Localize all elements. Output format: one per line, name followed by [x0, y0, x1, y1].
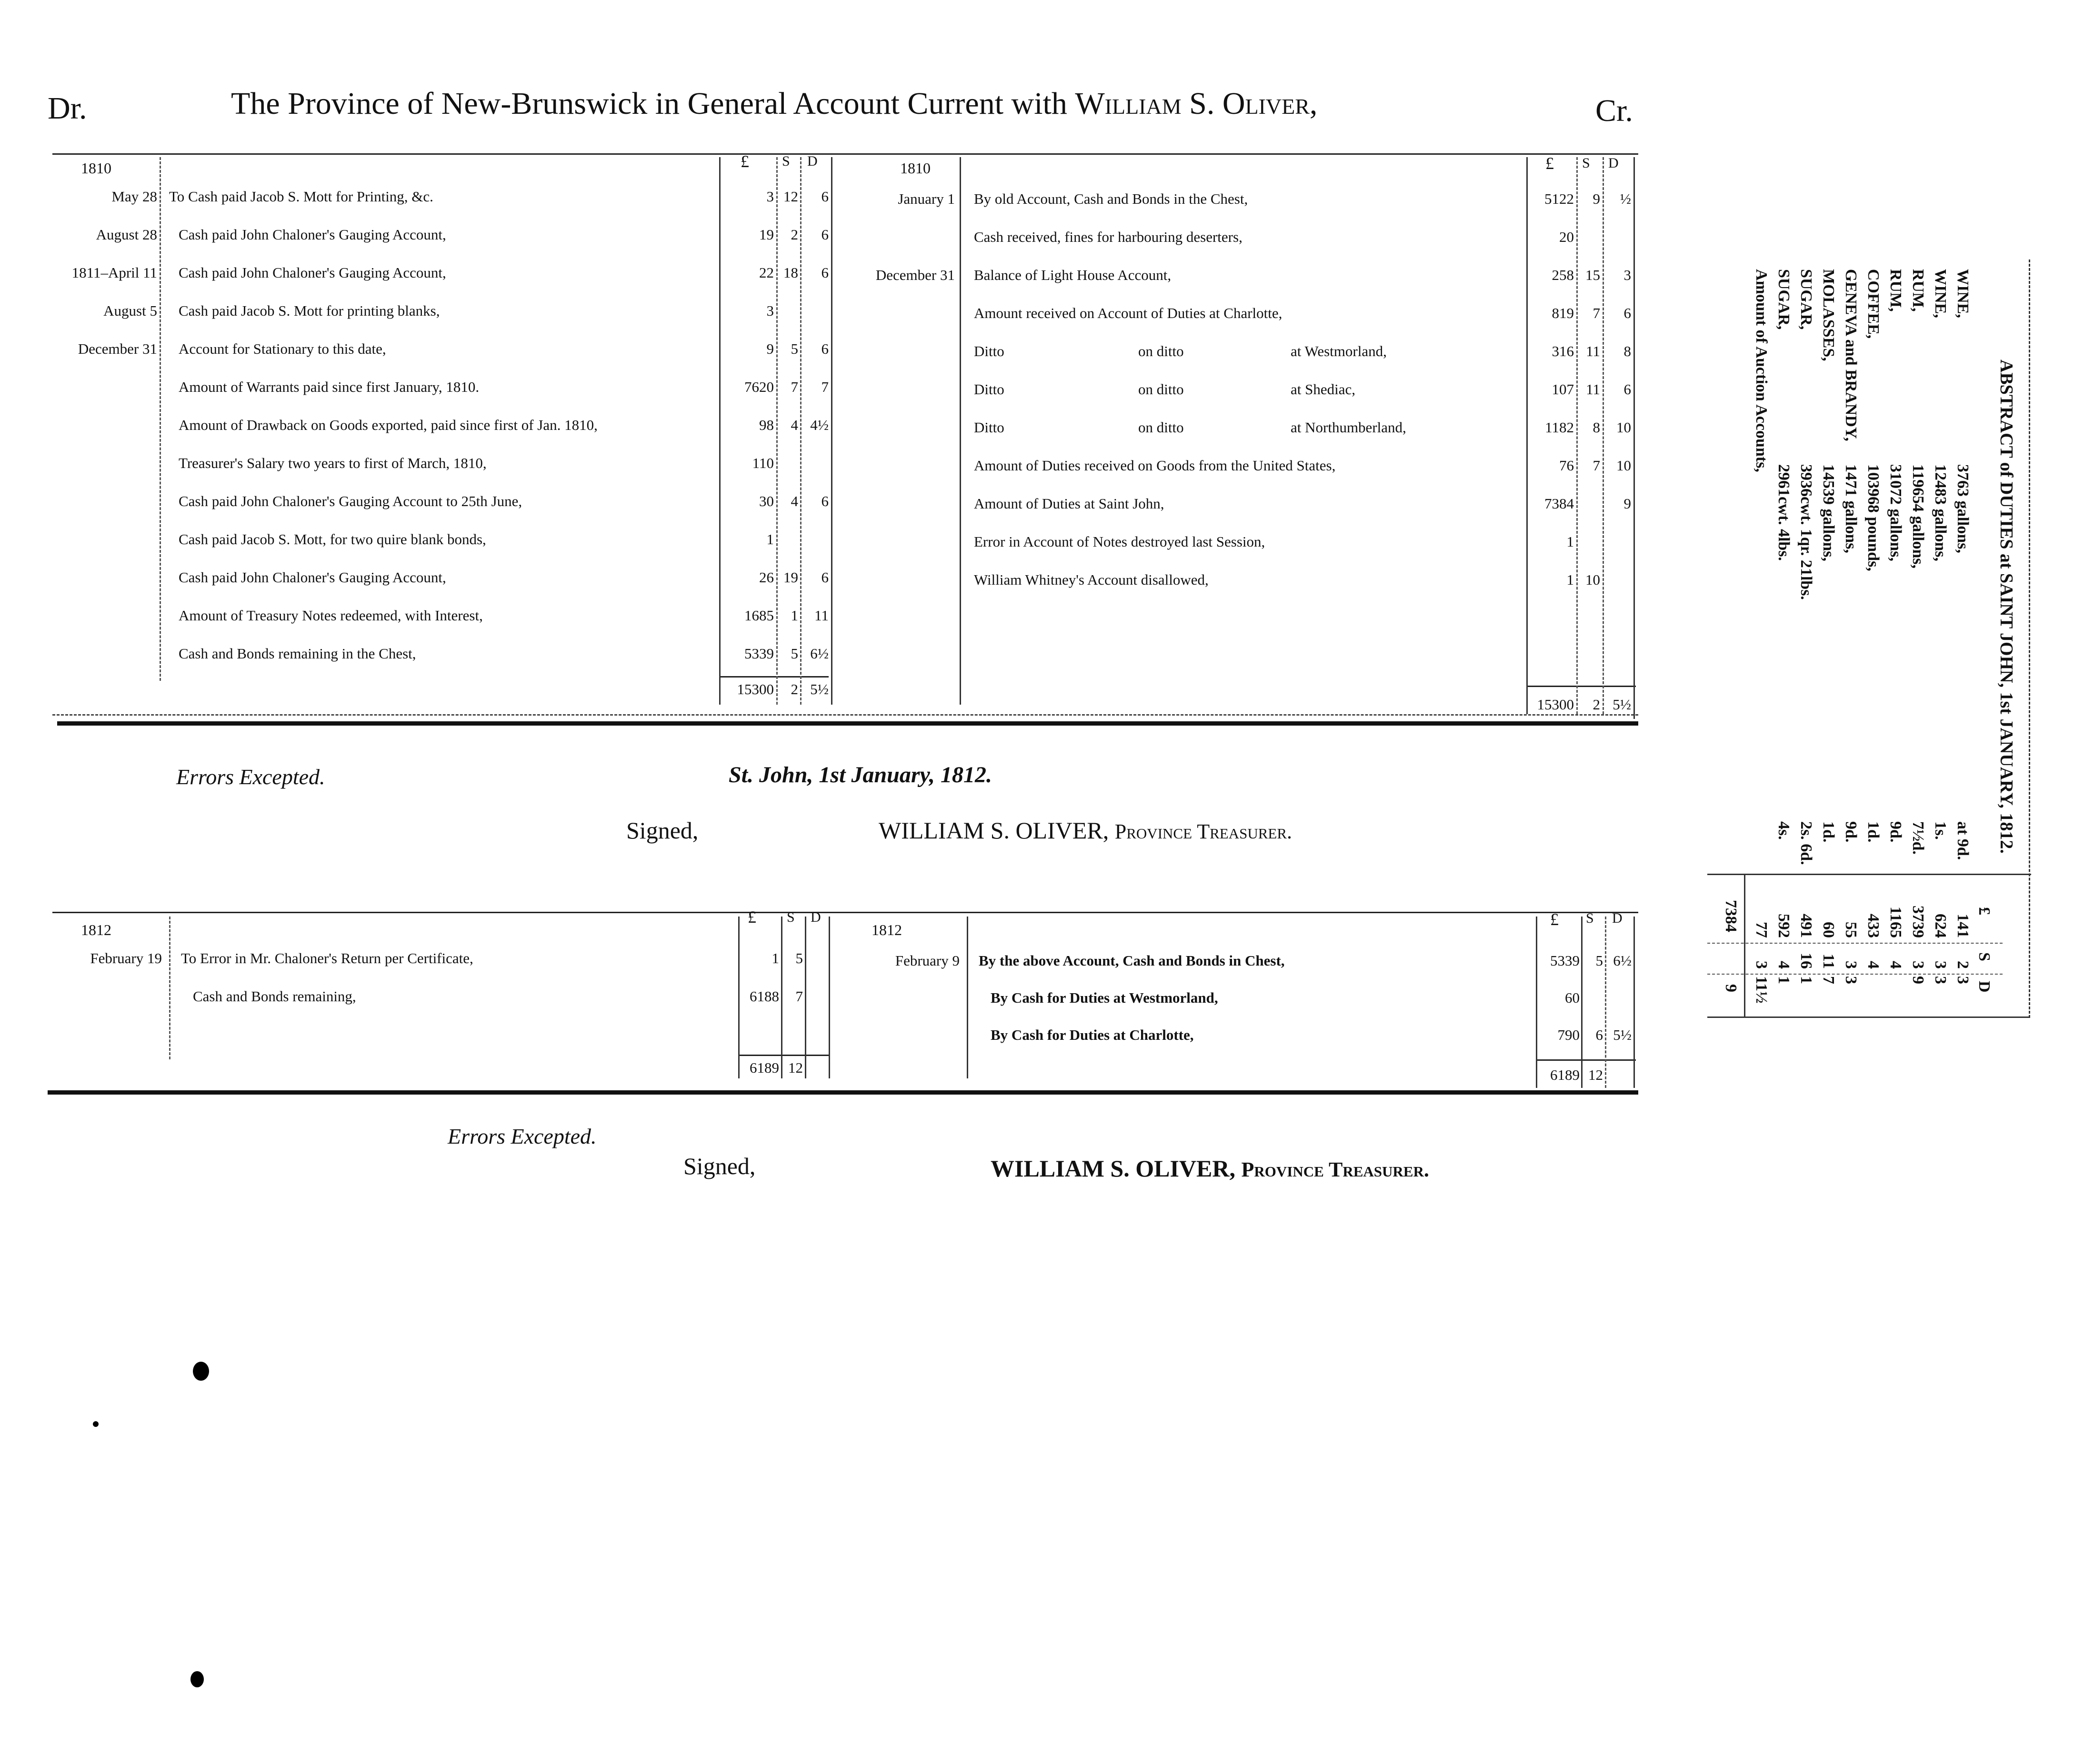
- credit-shillings: 9: [1593, 190, 1600, 207]
- abstract-rate: at 9d.: [1954, 821, 1972, 860]
- abstract-quantity: 12483 gallons,: [1932, 464, 1949, 562]
- debit-pounds: 3: [766, 188, 774, 205]
- credit-pounds: 107: [1552, 381, 1574, 398]
- abstract-item: WINE,: [1954, 269, 1972, 318]
- debit-pence: 6: [821, 340, 829, 357]
- credit-pence: ½: [1620, 190, 1631, 207]
- credit-pence: 10: [1616, 419, 1631, 436]
- debit-pence: 6: [821, 226, 829, 243]
- abstract-pence: 3: [1954, 976, 1972, 984]
- credit-date-divider: [960, 157, 961, 705]
- abstract-head-pence: D: [1975, 981, 1993, 993]
- abstract-head-shillings: S: [1975, 952, 1993, 961]
- credit-total-shillings: 2: [1593, 696, 1600, 713]
- debit-shillings: 7: [791, 379, 798, 395]
- a2-credit-pounds: 60: [1565, 989, 1580, 1006]
- debit-description: Amount of Treasury Notes redeemed, with Interest,: [179, 607, 483, 624]
- abstract-shillings: 4: [1887, 961, 1904, 969]
- abstract-pence: 3: [1842, 976, 1860, 984]
- title-name: William S. Oliver,: [1075, 86, 1318, 121]
- debit-total-rule: [719, 676, 829, 678]
- credit-pounds: 76: [1559, 457, 1574, 474]
- credit-pounds-head: £: [1545, 154, 1554, 173]
- a2-debit-pence-head: D: [811, 909, 821, 925]
- debit-pounds: 1: [766, 531, 774, 548]
- credit-pence: 6: [1623, 305, 1631, 321]
- right-border: [1633, 157, 1635, 719]
- abstract-rate: 1d.: [1864, 821, 1882, 843]
- a2-credit-total-pounds: 6189: [1550, 1066, 1580, 1083]
- abstract-pounds: 3739: [1909, 906, 1927, 938]
- a2-credit-total-shillings: 12: [1588, 1066, 1603, 1083]
- abstract-quantity: 119654 gallons,: [1909, 464, 1927, 569]
- a2-credit-shillings: 5: [1595, 952, 1603, 969]
- debit-shillings: 12: [783, 188, 798, 205]
- abstract-pence: 11½: [1753, 976, 1770, 1004]
- a2-credit-sd-divider: [1605, 917, 1606, 1088]
- credit-shillings: 11: [1586, 381, 1600, 398]
- a2-credit-pounds: 790: [1557, 1027, 1580, 1043]
- credit-total-pence: 5½: [1613, 696, 1631, 713]
- a2-debit-description: Cash and Bonds remaining,: [193, 988, 356, 1005]
- debit-pounds: 98: [759, 417, 774, 433]
- credit-pounds: 20: [1559, 229, 1574, 245]
- credit-description-mid: on ditto: [1138, 419, 1184, 436]
- debit-description: Cash paid John Chaloner's Gauging Account,: [179, 226, 446, 243]
- a2-credit-pence: 5½: [1613, 1027, 1632, 1043]
- errors-excepted-1: Errors Excepted.: [176, 765, 325, 789]
- abstract-shillings: 3: [1932, 961, 1949, 969]
- debit-pence-head: D: [807, 153, 818, 169]
- debit-description: Treasurer's Salary two years to first of March, 1810,: [179, 455, 487, 471]
- page-title: [231, 86, 1317, 122]
- treasurer-signature-1: [879, 817, 1292, 844]
- abstract-pounds: 491: [1797, 914, 1815, 938]
- abstract-quantity: 1471 gallons,: [1842, 464, 1860, 554]
- abstract-pence: 3: [1932, 976, 1949, 984]
- abstract-item: SUGAR,: [1775, 269, 1793, 330]
- a2-credit-date: February 9: [895, 952, 960, 969]
- debit-pounds: 22: [759, 264, 774, 281]
- credit-shillings: 15: [1585, 267, 1600, 283]
- abstract-quantity: 3763 gallons,: [1954, 464, 1972, 554]
- abstract-rate: 7½d.: [1909, 821, 1927, 855]
- abstract-title: ABSTRACT of DUTIES at SAINT JOHN, 1st JANUARY, 1812.: [1996, 359, 2016, 854]
- credit-pounds: 1: [1566, 571, 1574, 588]
- credit-description: Ditto: [974, 343, 1004, 359]
- credit-pounds: 819: [1552, 305, 1574, 321]
- debit-date: May 28: [111, 188, 157, 205]
- abstract-pounds: 141: [1954, 914, 1972, 938]
- credit-total-pounds: 15300: [1537, 696, 1574, 713]
- credit-total-rule: [1526, 686, 1636, 687]
- debit-pence: 6: [821, 188, 829, 205]
- signature-name-1: WILLIAM S. OLIVER,: [879, 817, 1109, 844]
- a2-credit-description: By the above Account, Cash and Bonds in Chest,: [979, 952, 1285, 969]
- debit-description: Amount of Warrants paid since first January, 1810.: [179, 379, 480, 395]
- a2-debit-pounds: 1: [771, 950, 779, 967]
- abstract-rate: 4s.: [1775, 821, 1793, 840]
- credit-pounds: 1182: [1545, 419, 1574, 436]
- credit-pence: 8: [1623, 343, 1631, 359]
- credit-shillings: 8: [1593, 419, 1600, 436]
- abstract-rate: 9d.: [1887, 821, 1904, 843]
- debit-shillings: 5: [791, 340, 798, 357]
- bottom-dash-rule: [52, 714, 1638, 716]
- a2-debit-year: 1812: [81, 921, 111, 938]
- a2-debit-total-shillings: 12: [788, 1059, 803, 1076]
- abstract-pence: 1: [1797, 976, 1815, 984]
- abstract-of-duties: [1707, 259, 2031, 1017]
- a2-debit-shillings: 7: [795, 988, 803, 1005]
- debit-marker: Dr.: [48, 91, 87, 126]
- credit-pence: 6: [1623, 381, 1631, 398]
- credit-description: Cash received, fines for harbouring deserters,: [974, 229, 1242, 245]
- debit-total-pounds: 15300: [737, 681, 774, 698]
- a2-debit-shillings: 5: [795, 950, 803, 967]
- abstract-item: SUGAR,: [1797, 269, 1815, 330]
- a2-credit-ls-divider: [1581, 917, 1583, 1088]
- credit-description: Amount of Duties at Saint John,: [974, 495, 1164, 512]
- debit-shillings: 1: [791, 607, 798, 624]
- a2-top-rule: [52, 912, 1638, 913]
- a2-right-border: [1633, 917, 1635, 1088]
- credit-year: 1810: [900, 159, 931, 177]
- debit-pence: 11: [814, 607, 829, 624]
- abstract-pounds: 433: [1864, 914, 1882, 938]
- a2-debit-description: To Error in Mr. Chaloner's Return per Certificate,: [181, 950, 473, 967]
- a2-credit-pence-head: D: [1612, 910, 1623, 926]
- credit-place: at Westmorland,: [1291, 343, 1387, 359]
- abstract-pounds: 55: [1842, 922, 1860, 938]
- credit-place: at Shediac,: [1291, 381, 1356, 398]
- debit-pounds: 3: [766, 302, 774, 319]
- abstract-item: GENEVA and BRANDY,: [1842, 269, 1860, 441]
- abstract-pounds: 60: [1820, 922, 1837, 938]
- abstract-item: Amount of Auction Accounts,: [1753, 269, 1770, 472]
- credit-pounds: 5122: [1544, 190, 1574, 207]
- credit-pounds: 316: [1552, 343, 1574, 359]
- abstract-pounds: 592: [1775, 914, 1793, 938]
- ink-blot: [193, 1362, 209, 1381]
- debit-date-divider: [160, 157, 161, 681]
- signature-role-2: Province Treasurer.: [1241, 1158, 1429, 1181]
- abstract-shillings: 2: [1954, 961, 1972, 969]
- abstract-item: WINE,: [1932, 269, 1949, 318]
- a2-credit-year: 1812: [872, 921, 902, 938]
- place-date: St. John, 1st January, 1812.: [729, 762, 992, 787]
- debit-date: December 31: [78, 340, 157, 357]
- debit-description: To Cash paid Jacob S. Mott for Printing, &c.: [169, 188, 433, 205]
- debit-money-right: [831, 157, 832, 705]
- signed-label-2: Signed,: [683, 1153, 756, 1179]
- credit-shillings: 11: [1586, 343, 1600, 359]
- signed-label-1: Signed,: [626, 817, 699, 844]
- abstract-rate: 1d.: [1820, 821, 1837, 843]
- credit-shillings: 7: [1593, 457, 1600, 474]
- debit-pence: 6½: [810, 645, 829, 662]
- credit-shillings-head: S: [1582, 155, 1590, 171]
- abstract-total-pence: 9: [1722, 984, 1740, 992]
- debit-shillings: 5: [791, 645, 798, 662]
- debit-shillings: 2: [791, 226, 798, 243]
- abstract-item: MOLASSES,: [1820, 269, 1837, 361]
- debit-pence: 6: [821, 264, 829, 281]
- credit-pence-head: D: [1608, 155, 1619, 171]
- a2-debit-pounds: 6188: [750, 988, 779, 1005]
- top-rule: [52, 153, 1638, 155]
- abstract-pounds: 1165: [1887, 906, 1904, 938]
- abstract-quantity: 103968 pounds,: [1864, 464, 1882, 571]
- abstract-shillings: 3: [1842, 961, 1860, 969]
- credit-shillings: 7: [1593, 305, 1600, 321]
- credit-pounds: 258: [1552, 267, 1574, 283]
- credit-shillings: 10: [1585, 571, 1600, 588]
- abstract-quantity: 2961cwt. 4lbs.: [1775, 464, 1793, 561]
- debit-shillings: 4: [791, 417, 798, 433]
- title-text: The Province of New-Brunswick in General Account Current with: [231, 86, 1067, 121]
- debit-date: August 5: [103, 302, 157, 319]
- abstract-quantity: 3936cwt. 1qr. 21lbs.: [1797, 464, 1815, 600]
- ink-blot: [190, 1671, 204, 1687]
- debit-pounds: 5339: [744, 645, 774, 662]
- a2-debit-date-divider: [169, 917, 170, 1059]
- abstract-pounds: 624: [1932, 914, 1949, 938]
- credit-description: Ditto: [974, 419, 1004, 436]
- a2-credit-pounds: 5339: [1550, 952, 1580, 969]
- debit-pounds-head: £: [741, 152, 749, 171]
- debit-pounds: 30: [759, 493, 774, 509]
- debit-description: Cash paid Jacob S. Mott for printing blanks,: [179, 302, 440, 319]
- debit-shillings: 18: [783, 264, 798, 281]
- abstract-pounds: 77: [1753, 922, 1770, 938]
- credit-description: Amount of Duties received on Goods from the United States,: [974, 457, 1336, 474]
- abstract-shillings: 4: [1775, 961, 1793, 969]
- abstract-item: RUM,: [1887, 269, 1904, 312]
- debit-description: Cash paid John Chaloner's Gauging Account,: [179, 264, 446, 281]
- debit-description: Cash paid John Chaloner's Gauging Account to 25th June,: [179, 493, 522, 509]
- abstract-shillings: 3: [1753, 961, 1770, 969]
- abstract-item: RUM,: [1909, 269, 1927, 312]
- abstract-shillings: 3: [1909, 961, 1927, 969]
- a2-credit-shillings-head: S: [1586, 910, 1594, 926]
- abstract-quantity: 14539 gallons,: [1820, 464, 1837, 562]
- a2-credit-pounds-head: £: [1550, 910, 1559, 929]
- abstract-head-pounds: £: [1975, 907, 1993, 915]
- abstract-pence: 1: [1775, 976, 1793, 984]
- ink-blot: [93, 1421, 99, 1427]
- abstract-pence: 9: [1909, 976, 1927, 984]
- credit-description: Error in Account of Notes destroyed last Session,: [974, 533, 1265, 550]
- credit-description: Amount received on Account of Duties at Charlotte,: [974, 305, 1282, 321]
- debit-shillings-head: S: [782, 153, 790, 169]
- a2-debit-pounds-head: £: [748, 907, 756, 927]
- signature-name-2: WILLIAM S. OLIVER,: [991, 1155, 1235, 1182]
- debit-pence: 7: [821, 379, 829, 395]
- credit-date: January 1: [898, 190, 955, 207]
- debit-shillings: 19: [783, 569, 798, 586]
- debit-total-shillings: 2: [791, 681, 798, 698]
- bottom-thick-rule: [57, 721, 1638, 726]
- debit-pounds: 9: [766, 340, 774, 357]
- a2-debit-total-rule: [738, 1055, 829, 1056]
- credit-description: Ditto: [974, 381, 1004, 398]
- signature-role-1: Province Treasurer.: [1114, 820, 1292, 843]
- a2-credit-date-divider: [967, 917, 968, 1078]
- abstract-shillings: 11: [1820, 953, 1837, 969]
- a2-debit-shillings-head: S: [787, 909, 795, 925]
- credit-date: December 31: [875, 267, 955, 283]
- debit-pounds: 110: [752, 455, 774, 471]
- debit-description: Amount of Drawback on Goods exported, paid since first of Jan. 1810,: [179, 417, 598, 433]
- debit-pounds: 19: [759, 226, 774, 243]
- a2-credit-description: By Cash for Duties at Westmorland,: [991, 989, 1218, 1006]
- a2-credit-pence: 6½: [1613, 952, 1632, 969]
- credit-pounds: 1: [1566, 533, 1574, 550]
- debit-pence: 6: [821, 569, 829, 586]
- abstract-shillings: 4: [1864, 961, 1882, 969]
- a2-debit-total-pounds: 6189: [750, 1059, 779, 1076]
- abstract-rate: 1s.: [1932, 821, 1949, 840]
- credit-description: Balance of Light House Account,: [974, 267, 1172, 283]
- abstract-quantity: 31072 gallons,: [1887, 464, 1904, 562]
- a2-bottom-thick-rule: [48, 1090, 1638, 1095]
- credit-marker: Cr.: [1595, 93, 1633, 128]
- abstract-pence: 7: [1820, 976, 1837, 984]
- credit-place: at Northumberland,: [1291, 419, 1406, 436]
- abstract-shillings: 16: [1797, 953, 1815, 969]
- debit-pounds: 7620: [744, 379, 774, 395]
- a2-credit-description: By Cash for Duties at Charlotte,: [991, 1027, 1194, 1043]
- a2-debit-money-right: [829, 917, 830, 1078]
- credit-pounds: 7384: [1544, 495, 1574, 512]
- credit-pence: 10: [1616, 457, 1631, 474]
- debit-description: Cash paid John Chaloner's Gauging Account,: [179, 569, 446, 586]
- debit-date: 1811–April 11: [71, 264, 157, 281]
- abstract-item: COFFEE,: [1864, 269, 1882, 339]
- debit-pounds: 1685: [744, 607, 774, 624]
- debit-description: Cash paid Jacob S. Mott, for two quire blank bonds,: [179, 531, 486, 548]
- debit-description: Cash and Bonds remaining in the Chest,: [179, 645, 416, 662]
- a2-credit-shillings: 6: [1595, 1027, 1603, 1043]
- a2-debit-date: February 19: [90, 950, 162, 967]
- credit-description-mid: on ditto: [1138, 343, 1184, 359]
- abstract-rotated: [1707, 259, 2031, 1017]
- debit-shillings: 4: [791, 493, 798, 509]
- debit-description: Account for Stationary to this date,: [179, 340, 386, 357]
- credit-description: By old Account, Cash and Bonds in the Chest,: [974, 190, 1248, 207]
- abstract-total-pounds: 7384: [1722, 900, 1740, 932]
- credit-description-mid: on ditto: [1138, 381, 1184, 398]
- debit-year: 1810: [81, 159, 111, 177]
- debit-pounds: 26: [759, 569, 774, 586]
- credit-description: William Whitney's Account disallowed,: [974, 571, 1209, 588]
- treasurer-signature-2: [991, 1155, 1429, 1182]
- a2-credit-total-rule: [1536, 1059, 1636, 1061]
- abstract-rate: 9d.: [1842, 821, 1860, 843]
- errors-excepted-2: Errors Excepted.: [448, 1124, 597, 1148]
- abstract-rate: 2s. 6d.: [1797, 821, 1815, 865]
- credit-pence: 9: [1623, 495, 1631, 512]
- debit-pence: 6: [821, 493, 829, 509]
- a2-debit-sd-divider: [805, 917, 806, 1078]
- debit-total-pence: 5½: [810, 681, 829, 698]
- debit-pence: 4½: [810, 417, 829, 433]
- credit-pence: 3: [1623, 267, 1631, 283]
- debit-date: August 28: [96, 226, 157, 243]
